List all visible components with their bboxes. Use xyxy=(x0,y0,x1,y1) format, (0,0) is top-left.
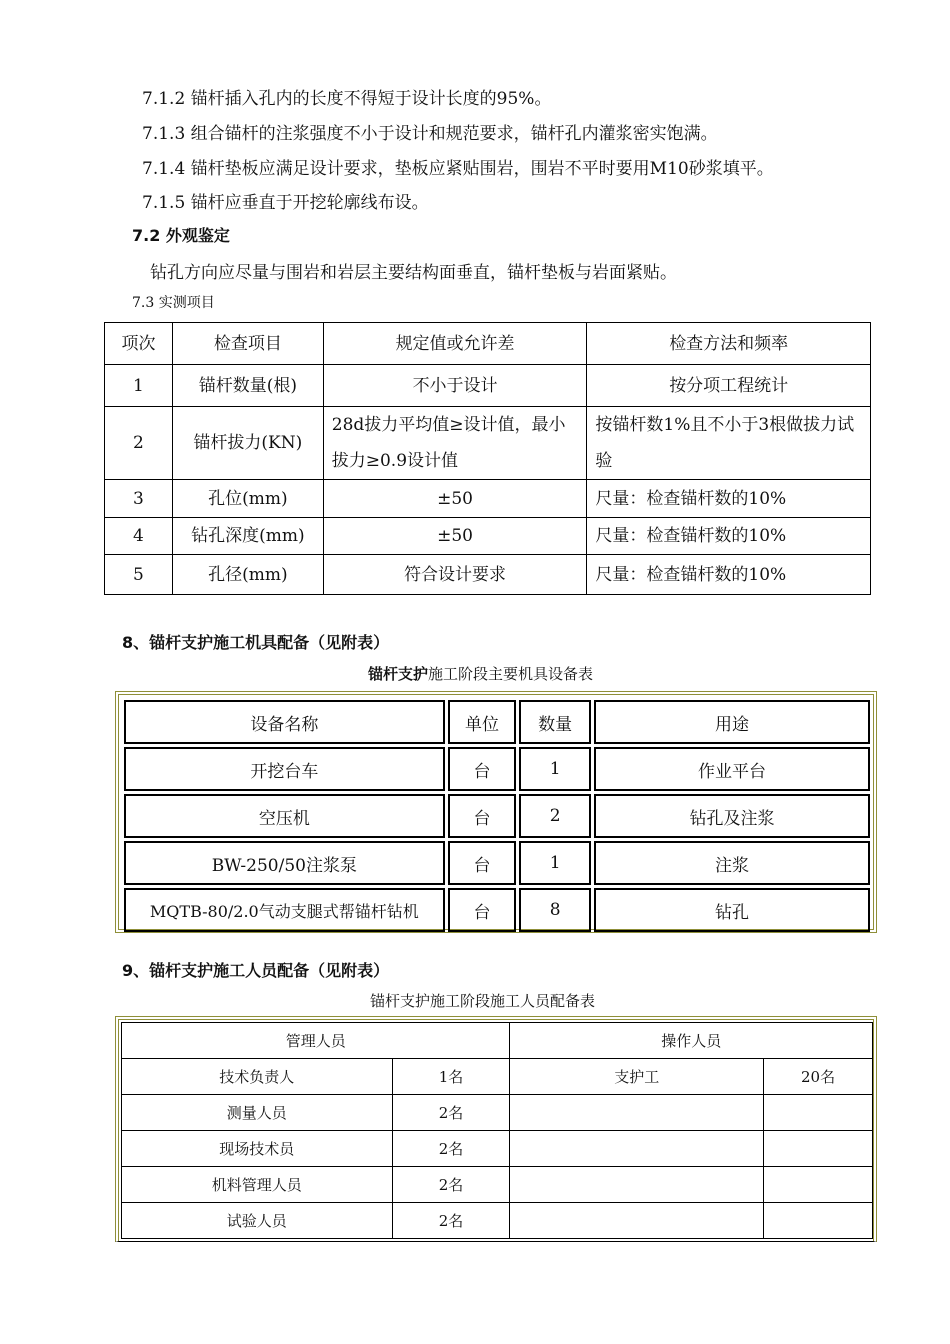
table-cell: 1 xyxy=(519,747,591,791)
table-cell: 注浆 xyxy=(594,841,870,885)
table-cell xyxy=(764,1131,873,1167)
header-cell: 检查方法和频率 xyxy=(587,323,871,365)
table-cell: 1 xyxy=(105,365,173,407)
table-cell: 钻孔及注浆 xyxy=(594,794,870,838)
table-cell: 20名 xyxy=(764,1059,873,1095)
table-cell: 台 xyxy=(448,794,517,838)
header-cell: 规定值或允许差 xyxy=(323,323,587,365)
header-cell: 管理人员 xyxy=(122,1023,510,1059)
table-cell: MQTB-80/2.0气动支腿式帮锚杆钻机 xyxy=(124,888,445,932)
table-cell xyxy=(510,1167,764,1203)
equipment-table-frame xyxy=(115,691,877,933)
header-cell: 检查项目 xyxy=(172,323,323,365)
table-row xyxy=(105,480,871,518)
table-cell: 2 xyxy=(105,407,173,480)
table-row xyxy=(105,365,871,407)
table-row xyxy=(124,888,870,932)
table-cell: 钻孔 xyxy=(594,888,870,932)
caption-equipment-table xyxy=(368,663,593,684)
table-cell: 2名 xyxy=(392,1167,510,1203)
table-cell: 8 xyxy=(519,888,591,932)
caption-bold-part: 锚杆支护 xyxy=(368,665,429,683)
header-cell: 设备名称 xyxy=(124,700,445,744)
item-7-1-5: 7.1.5 锚杆应垂直于开挖轮廓线布设。 xyxy=(142,193,429,213)
table-row xyxy=(122,1131,873,1167)
table-cell: 台 xyxy=(448,888,517,932)
table-cell: 2名 xyxy=(392,1095,510,1131)
table-cell xyxy=(510,1131,764,1167)
table-cell: 1 xyxy=(519,841,591,885)
table-cell: 符合设计要求 xyxy=(323,555,587,595)
header-cell: 单位 xyxy=(448,700,517,744)
header-cell: 操作人员 xyxy=(510,1023,873,1059)
table-cell: 孔径(mm) xyxy=(172,555,323,595)
table-cell: 测量人员 xyxy=(122,1095,393,1131)
heading-7-2: 7.2 外观鉴定 xyxy=(132,226,230,245)
table-cell: 尺量：检查锚杆数的10% xyxy=(587,555,871,595)
table-cell: 空压机 xyxy=(124,794,445,838)
personnel-table xyxy=(121,1022,873,1239)
table-row xyxy=(124,747,870,791)
table-row xyxy=(124,841,870,885)
table-cell: 3 xyxy=(105,480,173,518)
table-cell: 作业平台 xyxy=(594,747,870,791)
table-header-row xyxy=(122,1023,873,1059)
table-cell: 开挖台车 xyxy=(124,747,445,791)
item-7-1-3: 7.1.3 组合锚杆的注浆强度不小于设计和规范要求，锚杆孔内灌浆密实饱满。 xyxy=(142,124,718,144)
header-cell: 数量 xyxy=(519,700,591,744)
table-cell: 支护工 xyxy=(510,1059,764,1095)
table-cell: 2 xyxy=(519,794,591,838)
personnel-table-frame xyxy=(115,1016,877,1242)
equipment-table xyxy=(121,697,873,935)
table-cell: 4 xyxy=(105,518,173,555)
table-cell: 台 xyxy=(448,841,517,885)
table-cell: 技术负责人 xyxy=(122,1059,393,1095)
table-cell: 尺量：检查锚杆数的10% xyxy=(587,518,871,555)
table-row xyxy=(122,1203,873,1239)
table-cell xyxy=(764,1167,873,1203)
heading-9: 9、锚杆支护施工人员配备（见附表） xyxy=(122,961,390,980)
header-cell: 项次 xyxy=(105,323,173,365)
table-cell: 1名 xyxy=(392,1059,510,1095)
table-cell xyxy=(510,1095,764,1131)
table-cell xyxy=(764,1203,873,1239)
table-cell: 锚杆数量(根) xyxy=(172,365,323,407)
table-cell: 机料管理人员 xyxy=(122,1167,393,1203)
item-7-1-4: 7.1.4 锚杆垫板应满足设计要求，垫板应紧贴围岩，围岩不平时要用M10砂浆填平。 xyxy=(142,159,774,179)
table-cell: 5 xyxy=(105,555,173,595)
table-header-row xyxy=(105,323,871,365)
paragraph-7-2: 钻孔方向应尽量与围岩和岩层主要结构面垂直，锚杆垫板与岩面紧贴。 xyxy=(150,263,677,283)
table-cell: 锚杆拔力(KN) xyxy=(172,407,323,480)
table-cell: 按锚杆数1%且不小于3根做拔力试验 xyxy=(587,407,871,480)
table-row xyxy=(122,1167,873,1203)
table-row xyxy=(105,407,871,480)
table-header-row xyxy=(124,700,870,744)
table-row xyxy=(105,518,871,555)
table-cell: ±50 xyxy=(323,518,587,555)
table-row xyxy=(124,794,870,838)
table-cell: 现场技术员 xyxy=(122,1131,393,1167)
table-cell: 尺量：检查锚杆数的10% xyxy=(587,480,871,518)
inspection-table xyxy=(104,322,871,595)
caption-personnel-table: 锚杆支护施工阶段施工人员配备表 xyxy=(370,992,596,1010)
heading-7-3: 7.3 实测项目 xyxy=(132,295,215,311)
heading-8: 8、锚杆支护施工机具配备（见附表） xyxy=(122,633,390,652)
table-cell: 试验人员 xyxy=(122,1203,393,1239)
table-cell: 不小于设计 xyxy=(323,365,587,407)
table-cell: 2名 xyxy=(392,1131,510,1167)
caption-rest-part: 施工阶段主要机具设备表 xyxy=(428,665,594,683)
table-row xyxy=(122,1095,873,1131)
header-cell: 用途 xyxy=(594,700,870,744)
table-cell: 按分项工程统计 xyxy=(587,365,871,407)
table-cell: 28d拔力平均值≥设计值，最小拔力≥0.9设计值 xyxy=(323,407,587,480)
table-cell xyxy=(510,1203,764,1239)
table-cell: BW-250/50注浆泵 xyxy=(124,841,445,885)
table-row xyxy=(105,555,871,595)
table-cell: 2名 xyxy=(392,1203,510,1239)
table-cell: 钻孔深度(mm) xyxy=(172,518,323,555)
table-cell: 孔位(mm) xyxy=(172,480,323,518)
table-cell xyxy=(764,1095,873,1131)
item-7-1-2: 7.1.2 锚杆插入孔内的长度不得短于设计长度的95%。 xyxy=(142,89,552,109)
table-cell: ±50 xyxy=(323,480,587,518)
table-row xyxy=(122,1059,873,1095)
table-cell: 台 xyxy=(448,747,517,791)
